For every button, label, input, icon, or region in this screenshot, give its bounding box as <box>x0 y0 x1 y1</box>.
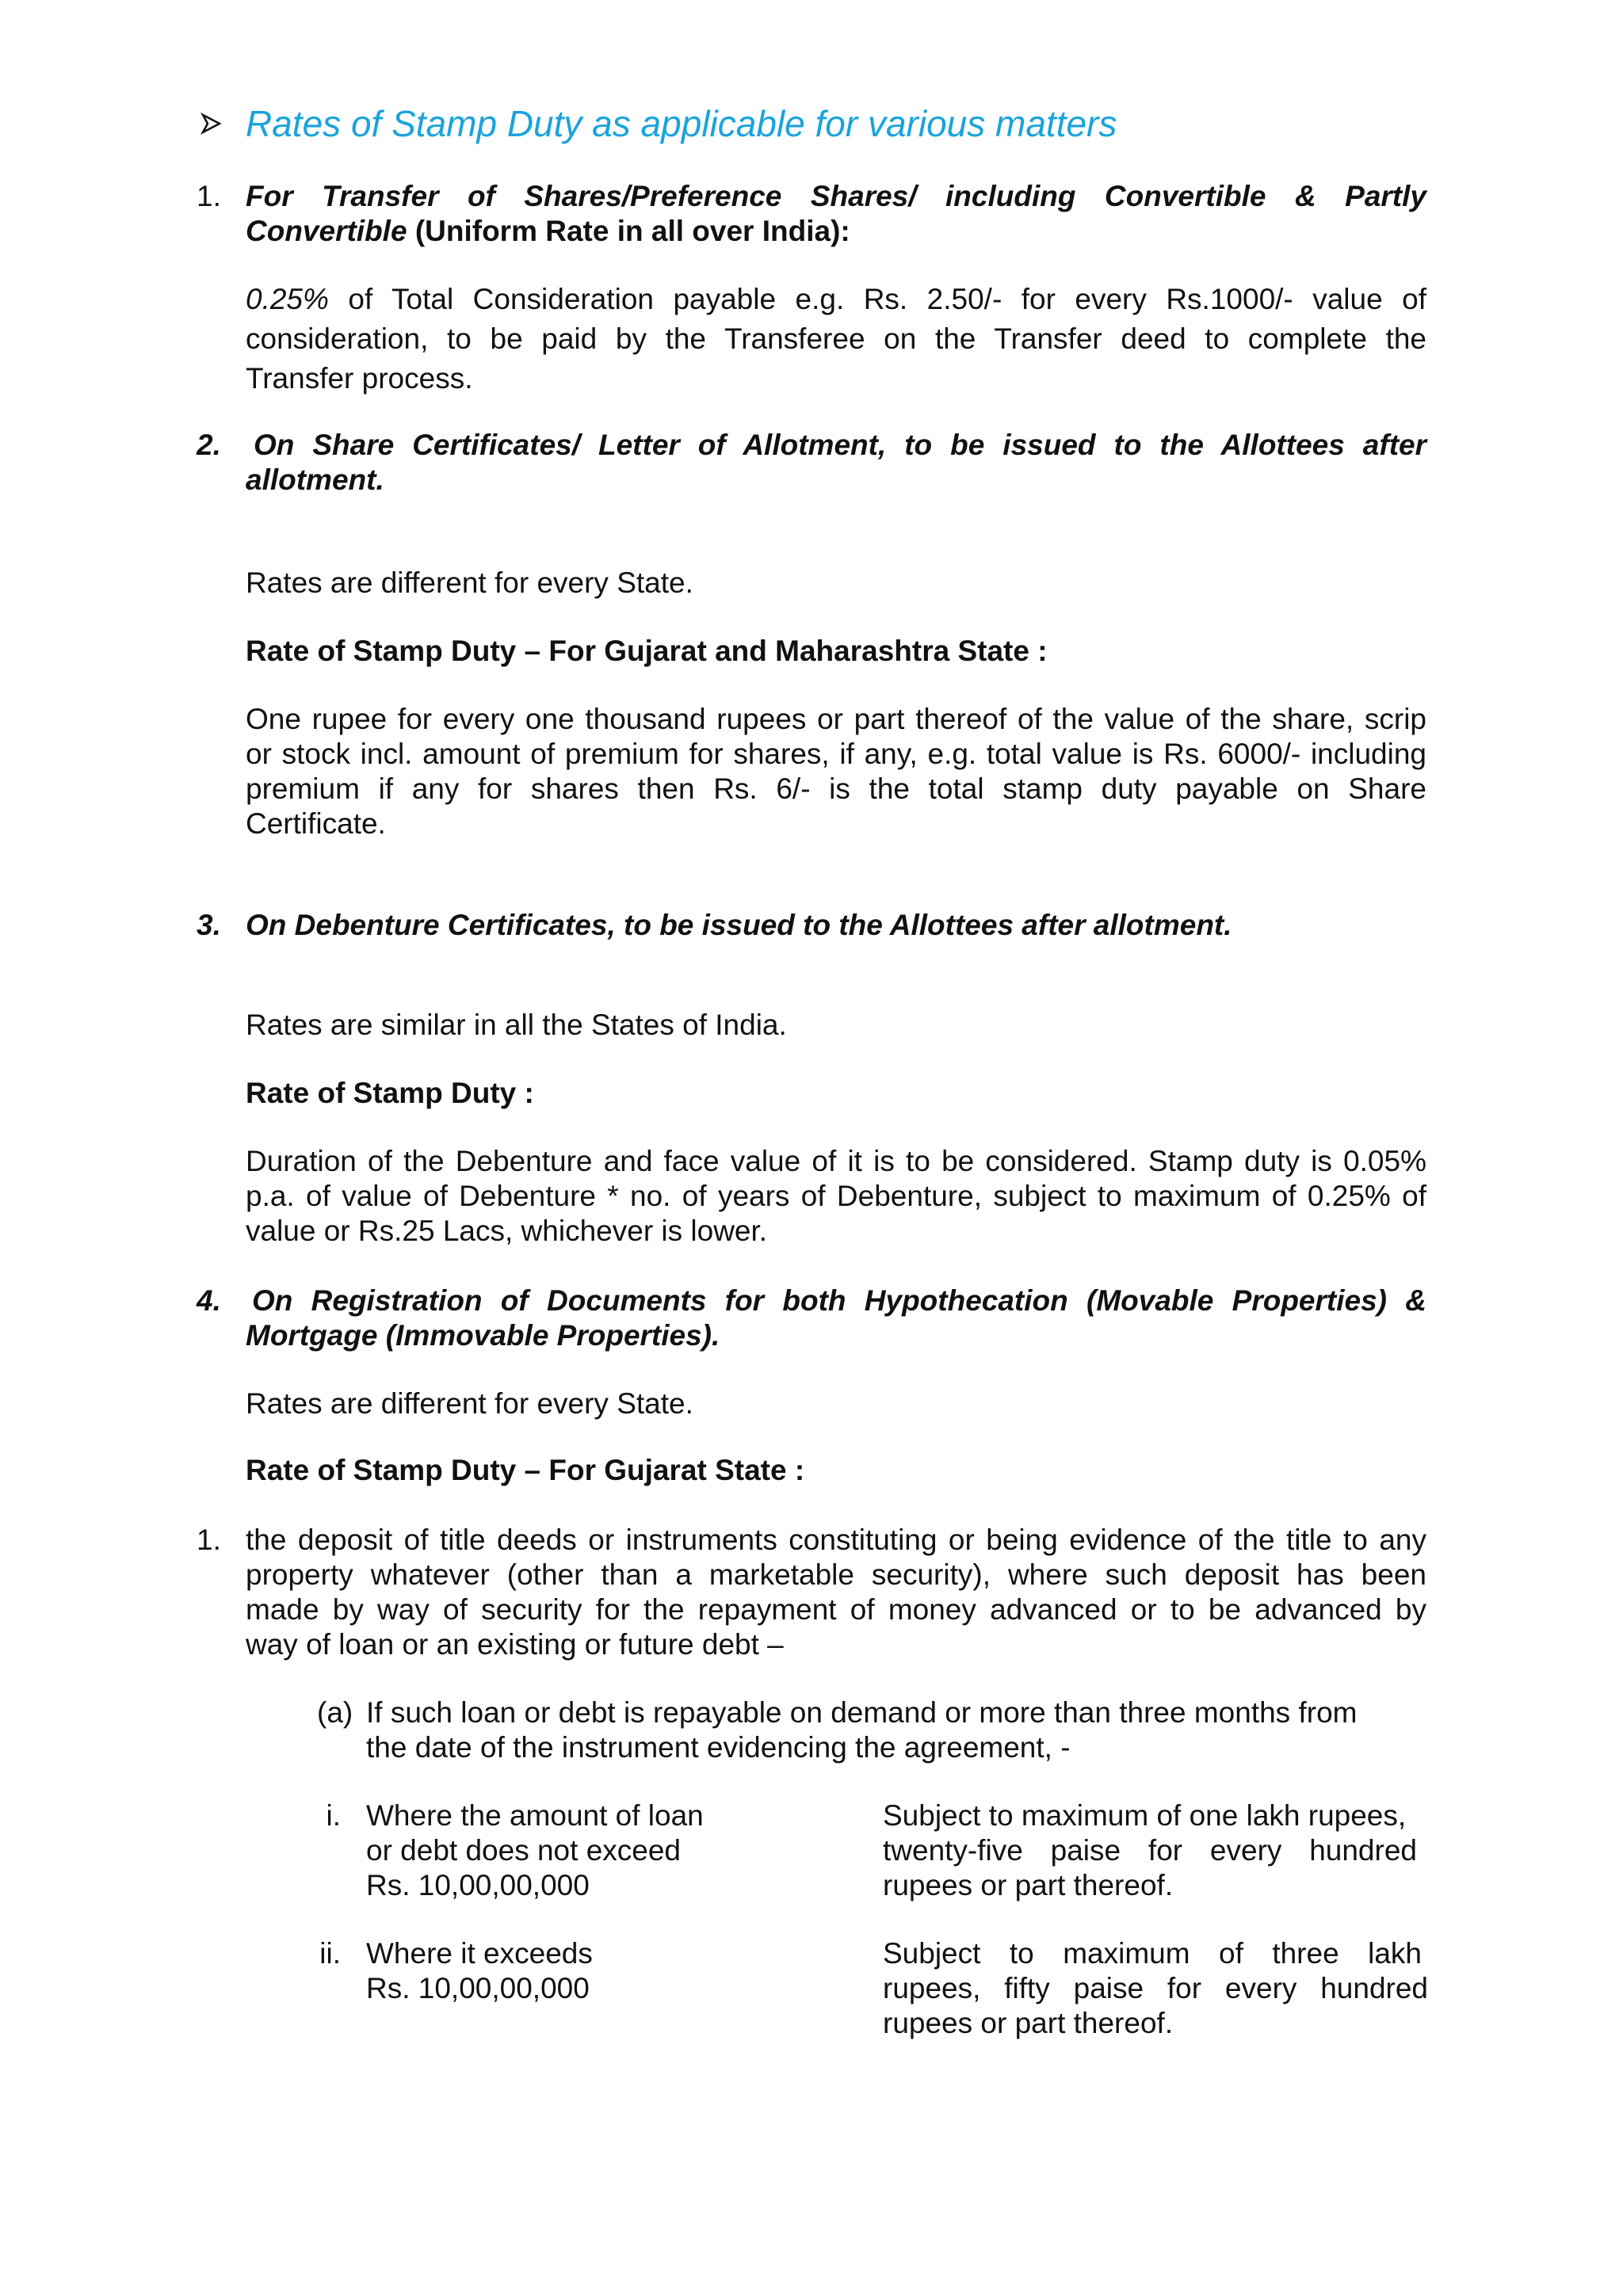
row-i-left-line1: Where the amount of loan <box>366 1799 704 1832</box>
section-3-rate-heading: Rate of Stamp Duty : <box>246 1077 534 1109</box>
section-3-body-line1: Duration of the Debenture and face value of it is to be considered. Stamp duty is 0.05% <box>246 1145 1426 1177</box>
row-i-right-line1: Subject to maximum of one lakh rupees, <box>883 1799 1407 1832</box>
section-1-title-line1: For Transfer of Shares/Preference Shares/ including Convertible & Partly <box>246 180 1426 212</box>
section-3-title: On Debenture Certificates, to be issued to the Allottees after allotment. <box>246 909 1232 941</box>
section-1-number: 1. <box>197 180 221 212</box>
row-i-right-line2: twenty-five paise for every hundred <box>883 1834 1417 1867</box>
section-4-item-line3: made by way of security for the repayment of money advanced or to be advanced by <box>246 1593 1426 1626</box>
section-2-rate-heading: Rate of Stamp Duty – For Gujarat and Maharashtra State : <box>246 635 1048 667</box>
section-2-body-line1: One rupee for every one thousand rupees or part thereof of the value of the share, scrip <box>246 703 1426 735</box>
section-2-body-line4: Certificate. <box>246 807 386 840</box>
row-i-left-line3: Rs. 10,00,00,000 <box>366 1869 590 1901</box>
section-4-rate-heading: Rate of Stamp Duty – For Gujarat State : <box>246 1454 805 1486</box>
page-heading: Rates of Stamp Duty as applicable for various matters <box>246 103 1117 144</box>
section-1-body-line2: consideration, to be paid by the Transferee on the Transfer deed to complete the <box>246 322 1426 355</box>
section-4-title-line2: Mortgage (Immovable Properties). <box>246 1319 720 1352</box>
section-3-body-line2: p.a. of value of Debenture * no. of years of Debenture, subject to maximum of 0.25% of <box>246 1180 1426 1212</box>
sub-clause-line2: the date of the instrument evidencing the agreement, - <box>366 1731 1071 1764</box>
row-ii-right-line1: Subject to maximum of three lakh <box>883 1937 1422 1970</box>
section-1-rate: 0.25% <box>246 283 329 315</box>
section-1-body-line1-rest: of Total Consideration payable e.g. Rs. 2.50/- for every Rs.1000/- value of <box>328 283 1426 315</box>
section-2-note: Rates are different for every State. <box>246 566 693 599</box>
section-1-title-line2 <box>246 214 1426 249</box>
sub-clause-label: (a) <box>317 1696 353 1729</box>
section-4-item-line2: property whatever (other than a marketable security), where such deposit has been <box>246 1558 1426 1591</box>
section-4-item-line1: the deposit of title deeds or instruments constituting or being evidence of the title to any <box>246 1524 1426 1556</box>
section-2-body-line3: premium if any for shares then Rs. 6/- is the total stamp duty payable on Share <box>246 772 1426 805</box>
section-2-body-line2: or stock incl. amount of premium for shares, if any, e.g. total value is Rs. 6000/- including <box>246 738 1426 770</box>
section-1-title-convertible: Convertible <box>246 215 407 247</box>
row-ii-right-line3: rupees or part thereof. <box>883 2007 1174 2039</box>
section-4-item-number: 1. <box>197 1524 221 1556</box>
sub-clause-line1: If such loan or debt is repayable on demand or more than three months from <box>366 1696 1358 1729</box>
row-i-right-line3: rupees or part thereof. <box>883 1869 1174 1901</box>
row-i-left-line2: or debt does not exceed <box>366 1834 682 1867</box>
row-ii-roman: ii. <box>319 1937 341 1970</box>
section-2-number: 2. <box>197 429 221 461</box>
section-3-note: Rates are similar in all the States of India. <box>246 1009 787 1041</box>
row-ii-left-line1: Where it exceeds <box>366 1937 593 1970</box>
section-3-body-line3: value or Rs.25 Lacs, whichever is lower. <box>246 1215 768 1247</box>
row-ii-right-line2: rupees, fifty paise for every hundred <box>883 1972 1428 2004</box>
section-4-item-line4: way of loan or an existing or future debt – <box>246 1628 784 1661</box>
section-1-body-line3: Transfer process. <box>246 362 473 395</box>
row-i-roman: i. <box>326 1799 341 1832</box>
section-2-title-line2: allotment. <box>246 463 384 496</box>
row-ii-left-line2: Rs. 10,00,00,000 <box>366 1972 590 2004</box>
arrowhead-bullet-icon <box>200 113 222 135</box>
section-1-title-uniform-rate: (Uniform Rate in all over India): <box>407 215 850 247</box>
section-4-number: 4. <box>197 1284 221 1317</box>
section-3-number: 3. <box>197 909 221 941</box>
section-2-title-line1: On Share Certificates/ Letter of Allotment, to be issued to the Allottees after <box>254 429 1426 461</box>
section-4-title-line1: On Registration of Documents for both Hypothecation (Movable Properties) & <box>252 1284 1426 1317</box>
section-1-body-line1 <box>246 282 1426 317</box>
section-4-note: Rates are different for every State. <box>246 1387 693 1420</box>
